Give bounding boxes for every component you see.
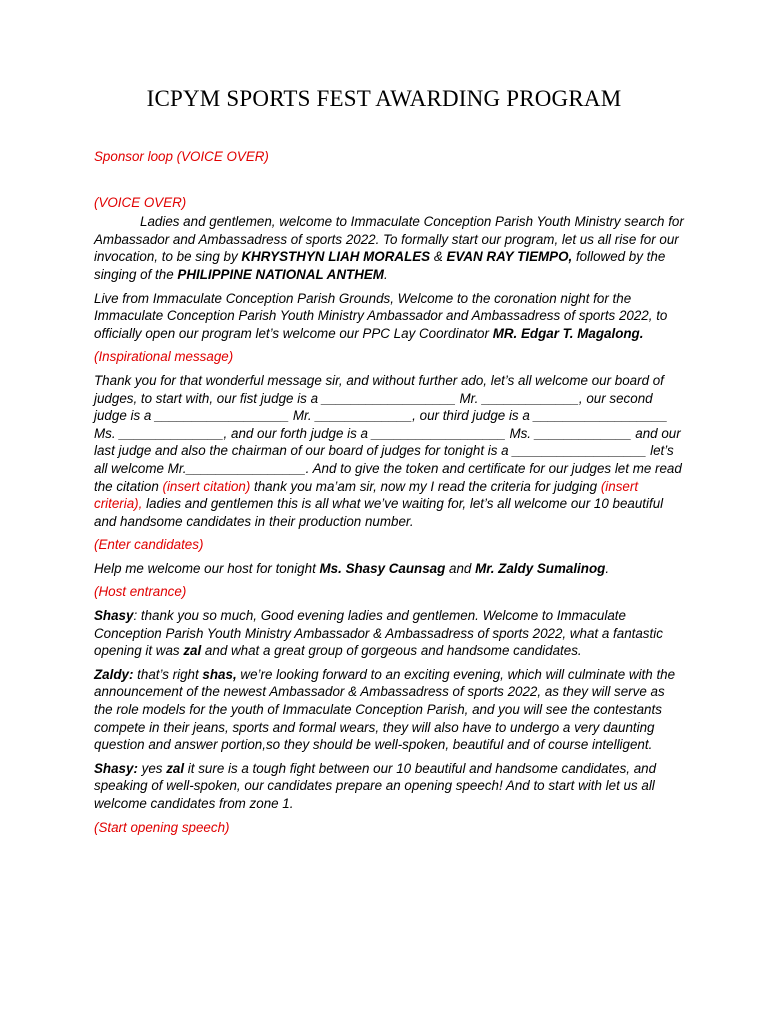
bold-name: shas, <box>202 666 237 682</box>
text: . <box>605 560 610 576</box>
text: & <box>430 249 447 265</box>
text: and <box>445 560 476 576</box>
text: that’s right <box>133 666 203 682</box>
cue-inspirational: (Inspirational message) <box>94 349 234 365</box>
speaker-label: Shasy <box>94 608 134 624</box>
text: ladies and gentlemen this is all what we’ve waiting for, let’s all welcome our 10 beautiful and handsome candidates in their production number. <box>94 496 664 529</box>
text: Thank you for that wonderful message sir, and without further ado, let’s all welcome our board of judges, to start with, our fist judge is a __________________ Mr. _____________, our second judge is a __________________ Mr. _____________, our third judge is a __________________ Ms. ______________, and our forth judge is a __________________ Ms. _____________ and our last judge and also the chairman of our board of judges for tonight is a __________________ let’s all welcome Mr.________________. And to give the token and certificate for our judges let me read the citation <box>94 372 682 494</box>
paragraph-zaldy <box>94 666 684 754</box>
cue-start-speech: (Start opening speech) <box>94 819 230 835</box>
speaker-label: Shasy: <box>94 760 138 776</box>
document-body <box>94 148 684 842</box>
cue-host-entrance: (Host entrance) <box>94 584 187 600</box>
text: it sure is a tough fight between our 10 beautiful and handsome candidates, and speaking of well-spoken, our candidates prepare an opening speech! And to start with let us all welcome candidates from zone 1. <box>94 760 657 811</box>
paragraph-judges <box>94 372 684 530</box>
cue-insert-citation: (insert citation) <box>162 478 251 494</box>
host-name-2: Mr. Zaldy Sumalinog <box>475 560 606 576</box>
text: thank you ma’am sir, now my I read the criteria for judging <box>250 478 601 494</box>
spacer <box>94 172 684 194</box>
coordinator-name: MR. Edgar T. Magalong. <box>492 325 644 341</box>
paragraph-hosts <box>94 560 684 578</box>
cue-sponsor-loop: Sponsor loop (VOICE OVER) <box>94 149 269 164</box>
text: Help me welcome our host for tonight <box>94 560 320 576</box>
cue-enter-candidates: (Enter candidates) <box>94 537 204 553</box>
text: we’re looking forward to an exciting evening, which will culminate with the announcement of the newest Ambassador & Ambassadress of sports 2022, as they will serve as the role models for the youth of Immaculate Conception Parish, and you will see the contestants compete in their jeans, sports and formal wears, they will also have to undergo a very daunting question and answer portion,so they should be well-spoken, beautiful and of course intelligent. <box>94 666 676 753</box>
text: Ladies and gentlemen, welcome to Immaculate Conception Parish Youth Ministry search for Ambassador and Ambassadress of sports 2022. To formally start our program, let us all rise for our invocation, to be sing by <box>94 214 684 265</box>
bold-name: zal <box>166 760 185 776</box>
host-name-1: Ms. Shasy Caunsag <box>319 560 446 576</box>
paragraph-live <box>94 290 684 343</box>
singer-name-1: KHRYSTHYN LIAH MORALES <box>241 249 431 265</box>
text: Live from Immaculate Conception Parish Grounds, Welcome to the coronation night for the Immaculate Conception Parish Youth Ministry Ambassador and Ambassadress of sports 2022, to officially open our program let’s welcome our PPC Lay Coordinator <box>94 290 668 341</box>
text: : thank you so much, Good evening ladies and gentlemen. Welcome to Immaculate Conception Parish Youth Ministry Ambassador & Ambassadress of sports 2022, what a fantastic opening it was <box>94 608 663 659</box>
text: and what a great group of gorgeous and handsome candidates. <box>201 643 582 659</box>
speaker-label: Zaldy: <box>94 666 134 682</box>
singer-name-2: EVAN RAY TIEMPO, <box>446 249 573 265</box>
cue-insert-criteria: (insert criteria), <box>94 478 639 512</box>
paragraph-shasy-2 <box>94 760 684 813</box>
anthem-name: PHILIPPINE NATIONAL ANTHEM <box>177 266 384 282</box>
paragraph-welcome <box>94 213 684 283</box>
bold-name: zal <box>183 643 202 659</box>
document-title: ICPYM SPORTS FEST AWARDING PROGRAM <box>146 86 622 111</box>
text: yes <box>137 760 167 776</box>
cue-voice-over: (VOICE OVER) <box>94 194 187 210</box>
paragraph-shasy-1 <box>94 607 684 660</box>
text: . <box>383 266 388 282</box>
text: followed by the singing of the <box>94 249 666 282</box>
